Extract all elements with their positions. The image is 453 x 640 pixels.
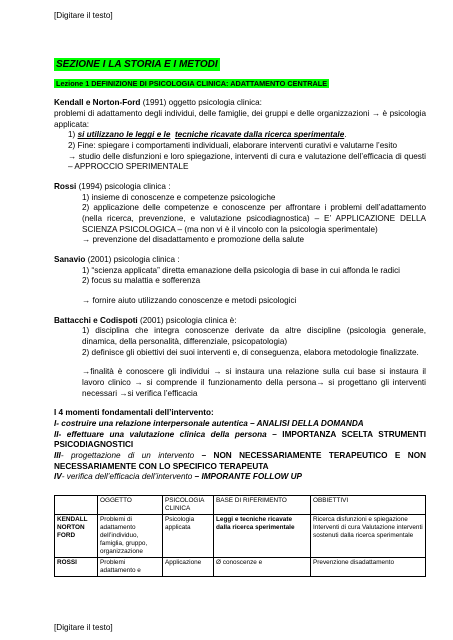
- table-header-cell: OBBIETTIVI: [311, 495, 426, 514]
- table-row: [55, 557, 426, 576]
- table-cell: Ø conoscenze e: [214, 557, 311, 576]
- rossi-point-3: → prevenzione del disadattamento e promozione della salute: [82, 235, 305, 245]
- page-footer: [Digitare il testo]: [54, 623, 113, 632]
- kendall-point-1: 1) si utilizzano le leggi e le tecniche ricavate dalla ricerca sperimentale.: [68, 130, 347, 140]
- table-header-cell: PSICOLOGIA CLINICA: [163, 495, 214, 514]
- table-header-row: [55, 495, 426, 514]
- table-cell: Prevenzione disadattamento: [311, 557, 426, 576]
- moments-title: I 4 momenti fondamentali dell’intervento:: [54, 408, 214, 418]
- table-cell: Psicologia applicata: [163, 514, 214, 557]
- table-cell: Ricerca disfunzioni e spiegazione Interventi di cura Valutazione interventi sostenuti dalla ricerca sperimentale: [311, 514, 426, 557]
- battacchi-point-2: 2) definisce gli obiettivi dei suoi interventi e, di conseguenza, elabora metodologie finalizzate.: [82, 347, 419, 357]
- section-title: SEZIONE I LA STORIA E I METODI: [56, 59, 218, 70]
- rossi-heading: Rossi (1994) psicologia clinica :: [54, 182, 171, 192]
- table-cell: Leggi e tecniche ricavate dalla ricerca sperimentale: [214, 514, 311, 557]
- table-row: [55, 514, 426, 557]
- table-cell: Problemi adattamento e: [98, 557, 163, 576]
- moment-4: IV- verifica dell’efficacia dell’intervento – IMPORANTE FOLLOW UP: [54, 472, 302, 482]
- comparison-table: [54, 495, 426, 577]
- sanavio-point-2: 2) focus su malattia e sofferenza: [82, 276, 201, 286]
- table-row-label: ROSSI: [55, 557, 98, 576]
- sanavio-point-1: 1) “scienza applicata” diretta emanazione della psicologia di base in cui affonda le radici: [82, 265, 400, 275]
- table-header-cell: OGGETTO: [98, 495, 163, 514]
- kendall-point-2: 2) Fine: spiegare i comportamenti individuali, elaborare interventi curativi e valutarne l’esito: [68, 141, 398, 151]
- kendall-point-3: → studio delle disfunzioni e loro spiegazione, interventi di cura e valutazione dell’efficacia di questi – APPROCCIO SPERIMENTALE: [68, 151, 426, 172]
- table-header-cell: [55, 495, 98, 514]
- lesson-title: Lezione 1 DEFINIZIONE DI PSICOLOGIA CLINICA: ADATTAMENTO CENTRALE: [56, 79, 328, 88]
- moment-1: I- costruire una relazione interpersonale autentica – ANALISI DELLA DOMANDA: [54, 418, 364, 428]
- sanavio-point-3: → fornire aiuto utilizzando conoscenze e metodi psicologici: [82, 295, 297, 305]
- kendall-definition: problemi di adattamento degli individui, delle famiglie, dei gruppi e delle organizzazioni → è psicologia applicata:: [54, 109, 426, 129]
- rossi-point-1: 1) insieme di conoscenze e competenze psicologiche: [82, 192, 276, 202]
- battacchi-point-1: 1) disciplina che integra conoscenze derivate da altre discipline (psicologia generale, dinamica, della personalità, differenziale, psicopatologia): [82, 326, 426, 346]
- table-cell: Applicazione: [163, 557, 214, 576]
- table-header-cell: BASE DI RIFERIMENTO: [214, 495, 311, 514]
- battacchi-point-3: →finalità è conoscere gli individui → si instaura una relazione sulla cui base si instaura il lavoro clinico → si comprende il funzionamento della persona→ si progettano gli interventi necessari →si verifica l’efficacia: [82, 367, 426, 398]
- battacchi-heading: Battacchi e Codispoti (2001) psicologia clinica è:: [54, 315, 237, 325]
- table-cell: Problemi di adattamento dell’individuo, famiglia, gruppo, organizzazione: [98, 514, 163, 557]
- moment-2: II- effettuare una valutazione clinica della persona – IMPORTANZA SCELTA STRUMENTI PSICODIAGNOSTICI: [54, 429, 426, 450]
- table-row-label: KENDALL NORTON FORD: [55, 514, 98, 557]
- rossi-point-2: 2) applicazione delle competenze e conoscenze per affrontare i problemi dell’adattamento (nella ricerca, prevenzione, e valutazione psicodiagnostica) – E’ APPLICAZIONE DELLA SCIENZA PSICOLOGICA – (ma non vi è il vincolo con la psicologia sperimentale): [82, 203, 426, 234]
- moment-3: III- progettazione di un intervento – NON NECESSARIAMENTE TERAPEUTICO E NON NECESSARIAMENTE CON LO SPECIFICO TERAPEUTA: [54, 450, 426, 471]
- sanavio-heading: Sanavio (2001) psicologia clinica :: [54, 255, 180, 265]
- page-header: [Digitare il testo]: [54, 11, 113, 20]
- document-body: [54, 58, 426, 577]
- kendall-heading: Kendall e Norton-Ford (1991) oggetto psicologia clinica:: [54, 98, 262, 108]
